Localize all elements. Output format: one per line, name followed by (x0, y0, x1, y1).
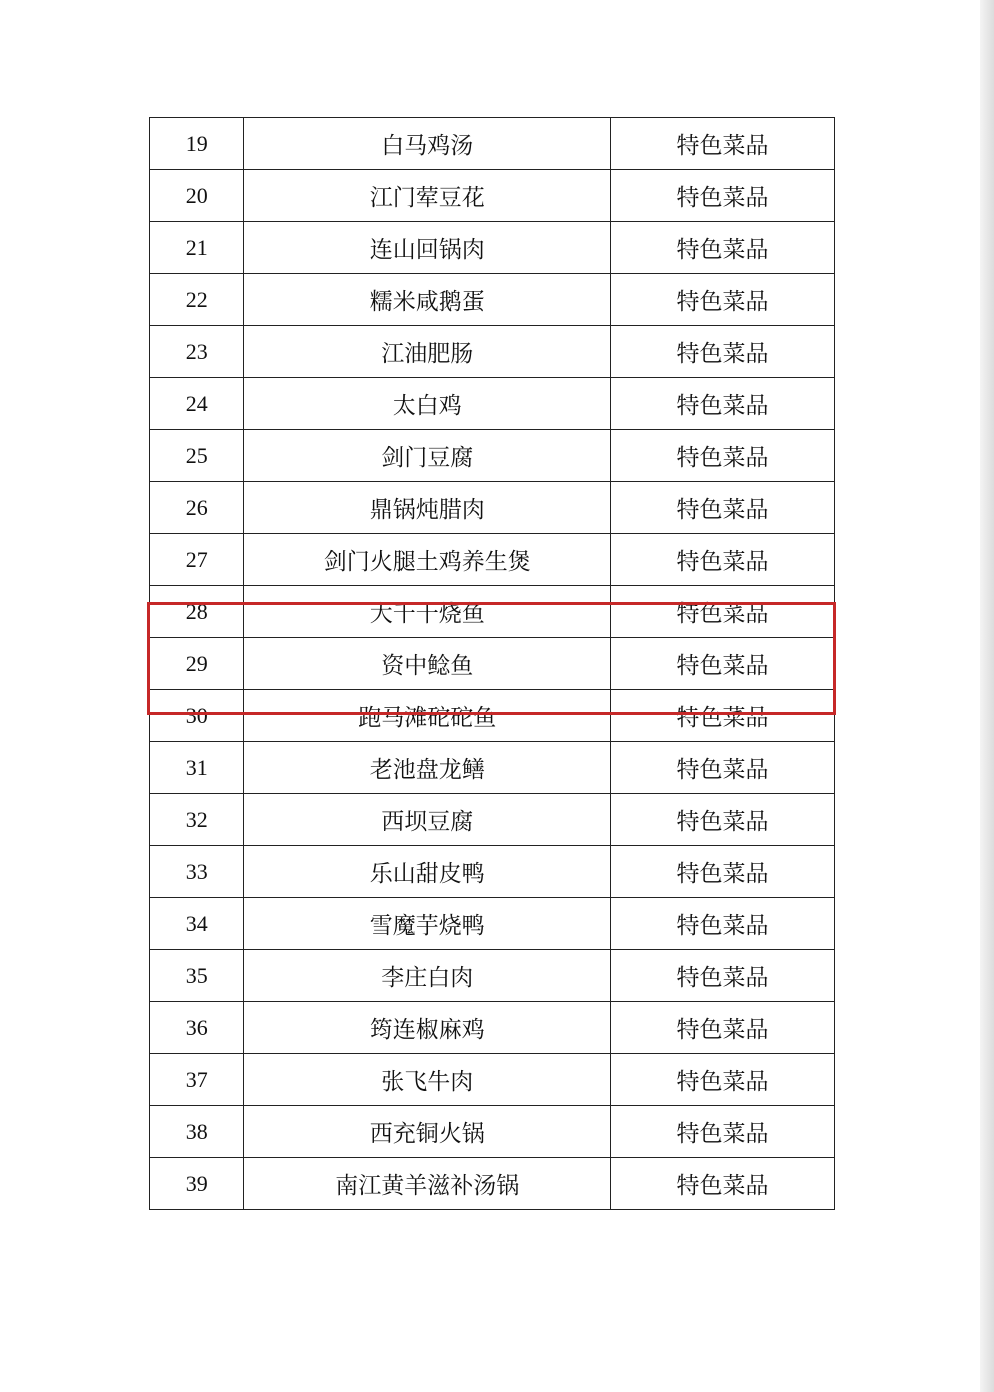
dish-category: 特色菜品 (611, 534, 835, 586)
table-row (150, 534, 835, 586)
row-number: 31 (150, 742, 244, 794)
table-row (150, 274, 835, 326)
table-row (150, 326, 835, 378)
dish-name: 李庄白肉 (244, 950, 611, 1002)
dish-name: 筠连椒麻鸡 (244, 1002, 611, 1054)
table-row (150, 1002, 835, 1054)
dish-category: 特色菜品 (611, 482, 835, 534)
row-number: 28 (150, 586, 244, 638)
dish-category: 特色菜品 (611, 586, 835, 638)
row-number: 35 (150, 950, 244, 1002)
table-row (150, 430, 835, 482)
table-row (150, 118, 835, 170)
table-row-highlighted (150, 586, 835, 638)
row-number: 32 (150, 794, 244, 846)
dish-name: 乐山甜皮鸭 (244, 846, 611, 898)
table-row-highlighted (150, 638, 835, 690)
row-number: 19 (150, 118, 244, 170)
row-number: 26 (150, 482, 244, 534)
dish-name: 鼎锅炖腊肉 (244, 482, 611, 534)
dish-name: 剑门火腿土鸡养生煲 (244, 534, 611, 586)
dish-category: 特色菜品 (611, 1158, 835, 1210)
dish-category: 特色菜品 (611, 1106, 835, 1158)
row-number: 24 (150, 378, 244, 430)
table-row (150, 794, 835, 846)
dish-name: 江门荤豆花 (244, 170, 611, 222)
dish-category: 特色菜品 (611, 326, 835, 378)
dish-name: 大千干烧鱼 (244, 586, 611, 638)
table-row (150, 846, 835, 898)
dish-name: 糯米咸鹅蛋 (244, 274, 611, 326)
dish-category: 特色菜品 (611, 430, 835, 482)
dish-category: 特色菜品 (611, 950, 835, 1002)
dish-category: 特色菜品 (611, 794, 835, 846)
table-row (150, 950, 835, 1002)
dish-name: 西坝豆腐 (244, 794, 611, 846)
row-number: 23 (150, 326, 244, 378)
row-number: 34 (150, 898, 244, 950)
row-number: 22 (150, 274, 244, 326)
dish-name: 西充铜火锅 (244, 1106, 611, 1158)
dish-category: 特色菜品 (611, 690, 835, 742)
page-edge-shadow (980, 0, 994, 1392)
row-number: 38 (150, 1106, 244, 1158)
dish-name: 剑门豆腐 (244, 430, 611, 482)
dish-name: 连山回锅肉 (244, 222, 611, 274)
dish-category: 特色菜品 (611, 274, 835, 326)
table-row (150, 1054, 835, 1106)
table-row (150, 1106, 835, 1158)
dish-category: 特色菜品 (611, 898, 835, 950)
dish-category: 特色菜品 (611, 846, 835, 898)
row-number: 33 (150, 846, 244, 898)
row-number: 25 (150, 430, 244, 482)
dish-name: 太白鸡 (244, 378, 611, 430)
dish-name: 白马鸡汤 (244, 118, 611, 170)
dish-table-body (150, 118, 835, 1210)
dish-category: 特色菜品 (611, 742, 835, 794)
dish-category: 特色菜品 (611, 170, 835, 222)
table-row (150, 742, 835, 794)
row-number: 36 (150, 1002, 244, 1054)
row-number: 29 (150, 638, 244, 690)
row-number: 20 (150, 170, 244, 222)
table-row (150, 170, 835, 222)
dish-category: 特色菜品 (611, 638, 835, 690)
table-row (150, 378, 835, 430)
table-row (150, 1158, 835, 1210)
row-number: 27 (150, 534, 244, 586)
row-number: 30 (150, 690, 244, 742)
dish-name: 资中鲶鱼 (244, 638, 611, 690)
dish-name: 江油肥肠 (244, 326, 611, 378)
dish-name: 老池盘龙鳝 (244, 742, 611, 794)
dish-category: 特色菜品 (611, 1002, 835, 1054)
dish-category: 特色菜品 (611, 378, 835, 430)
row-number: 39 (150, 1158, 244, 1210)
dish-name: 跑马滩砣砣鱼 (244, 690, 611, 742)
dish-name: 张飞牛肉 (244, 1054, 611, 1106)
row-number: 21 (150, 222, 244, 274)
table-row (150, 690, 835, 742)
table-row (150, 898, 835, 950)
dish-name: 雪魔芋烧鸭 (244, 898, 611, 950)
dish-table (149, 117, 835, 1210)
row-number: 37 (150, 1054, 244, 1106)
dish-category: 特色菜品 (611, 222, 835, 274)
dish-name: 南江黄羊滋补汤锅 (244, 1158, 611, 1210)
dish-category: 特色菜品 (611, 1054, 835, 1106)
table-row (150, 482, 835, 534)
dish-category: 特色菜品 (611, 118, 835, 170)
table-row (150, 222, 835, 274)
